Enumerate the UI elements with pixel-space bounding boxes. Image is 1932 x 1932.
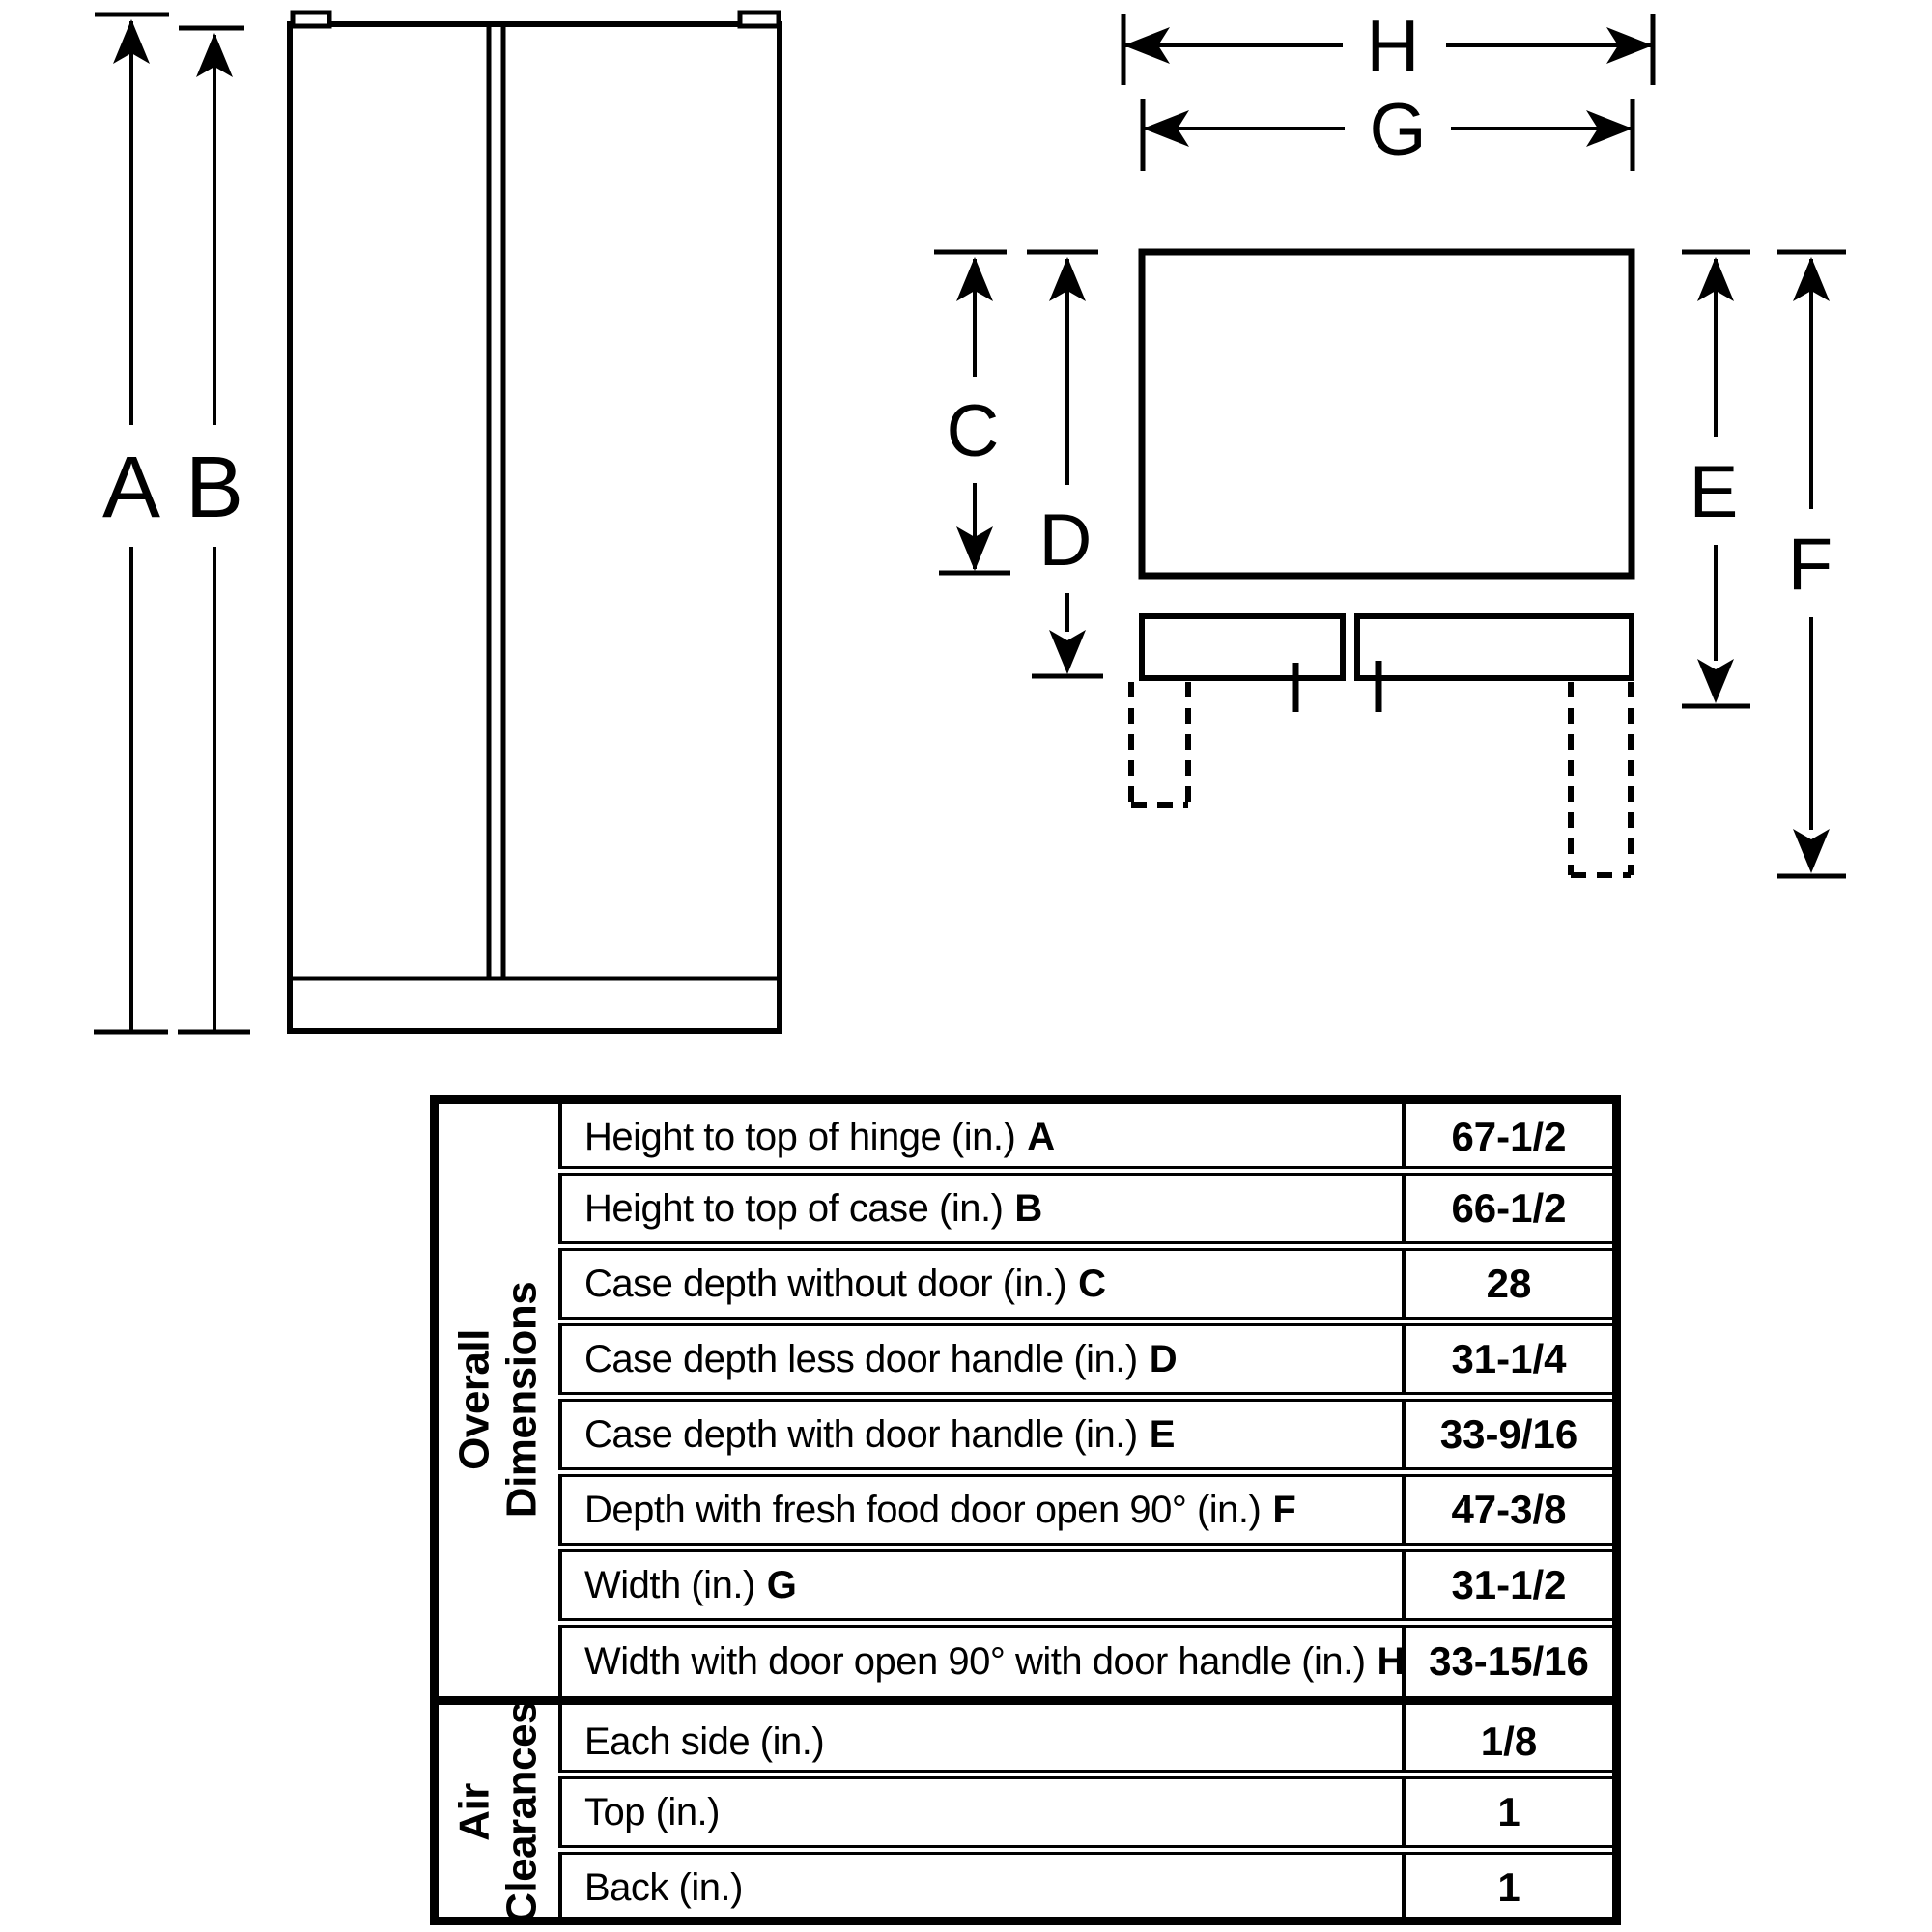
dim-key: B — [1014, 1187, 1043, 1230]
dim-c — [934, 252, 1010, 573]
table-row-label: Width with door open 90° with door handle (in.) H — [584, 1640, 1406, 1683]
table-row-value: 31-1/4 — [1451, 1336, 1567, 1381]
row-separator — [558, 1317, 1612, 1326]
table-row-value: 28 — [1486, 1261, 1532, 1306]
table-row-label: Case depth with door handle (in.) E — [584, 1413, 1176, 1456]
dim-key: C — [1078, 1263, 1107, 1305]
dim-b — [178, 28, 250, 1032]
row-separator — [558, 1467, 1612, 1477]
section-header-overall-dimensions — [451, 1282, 547, 1518]
section-header-line: Clearances — [498, 1701, 546, 1923]
front-view-right-hinge — [740, 13, 779, 26]
table-row-value: 66-1/2 — [1451, 1185, 1567, 1231]
dim-c-label: C — [946, 390, 1000, 472]
table-header-column-divider — [558, 1104, 562, 1917]
dim-d-arrow-down — [1049, 630, 1086, 674]
dim-e-label: E — [1689, 451, 1739, 533]
table-row-value: 1/8 — [1480, 1719, 1538, 1764]
table-row-value: 67-1/2 — [1451, 1114, 1567, 1159]
section-header-line: Dimensions — [498, 1281, 546, 1519]
dim-key: F — [1272, 1489, 1296, 1531]
table-row-value: 1 — [1497, 1789, 1520, 1834]
dim-f-label: F — [1787, 524, 1833, 606]
table-row-value: 33-15/16 — [1429, 1638, 1589, 1684]
dim-e — [1682, 252, 1750, 706]
dim-d-label: D — [1038, 499, 1093, 582]
dim-f-arrow-down — [1793, 829, 1830, 873]
table-row-label: Depth with fresh food door open 90° (in.) F — [584, 1489, 1296, 1531]
table-row-label: Back (in.) — [584, 1866, 743, 1909]
dim-g-label: G — [1369, 89, 1427, 171]
table-row-label: Height to top of hinge (in.) A — [584, 1116, 1056, 1158]
table-row-label: Case depth less door handle (in.) D — [584, 1338, 1178, 1380]
dim-key: E — [1149, 1413, 1176, 1456]
top-view-case — [1142, 252, 1632, 576]
table-row-label: Width (in.) G — [584, 1564, 797, 1606]
row-separator — [558, 1543, 1612, 1552]
top-view-right-door — [1357, 616, 1632, 678]
front-view — [290, 13, 780, 1031]
dim-key: G — [766, 1564, 797, 1606]
dimensions-table — [430, 1095, 1621, 1925]
dim-h-label: H — [1366, 6, 1420, 88]
row-separator — [558, 1241, 1612, 1251]
dim-g — [1143, 89, 1633, 171]
table-row-value: 31-1/2 — [1451, 1562, 1567, 1607]
table-row-label: Case depth without door (in.) C — [584, 1263, 1107, 1305]
row-separator — [558, 1770, 1612, 1779]
row-separator — [558, 1618, 1612, 1628]
table-row-label: Height to top of case (in.) B — [584, 1187, 1043, 1230]
dim-key: D — [1149, 1338, 1178, 1380]
top-view-right-door-open-dashed — [1571, 682, 1631, 875]
section-header-air-clearances — [451, 1701, 547, 1923]
table-row-label: Each side (in.) — [584, 1720, 825, 1763]
top-view-left-door-open-dashed — [1131, 682, 1188, 805]
dim-a-label: A — [101, 440, 161, 536]
front-view-left-hinge — [293, 13, 329, 26]
dim-key: H — [1377, 1640, 1406, 1683]
dim-d — [1027, 252, 1103, 676]
dim-f — [1777, 252, 1846, 876]
front-view-cabinet — [290, 24, 780, 1031]
top-view — [1131, 252, 1632, 875]
dim-key: A — [1027, 1116, 1056, 1158]
dim-e-arrow-down — [1697, 659, 1734, 703]
table-row-value: 1 — [1497, 1864, 1520, 1910]
row-separator — [558, 1166, 1612, 1176]
table-row-value: 33-9/16 — [1439, 1411, 1578, 1457]
dim-b-label: B — [185, 440, 244, 536]
dim-a — [94, 14, 169, 1032]
table-row-value: 47-3/8 — [1451, 1487, 1567, 1532]
dim-h — [1123, 6, 1653, 88]
row-separator — [558, 1845, 1612, 1855]
table-section-divider — [439, 1696, 1612, 1705]
row-separator — [558, 1392, 1612, 1402]
section-header-line: Overall — [450, 1329, 498, 1470]
top-view-left-door — [1142, 616, 1343, 678]
section-header-line: Air — [450, 1783, 498, 1841]
table-row-label: Top (in.) — [584, 1791, 720, 1833]
